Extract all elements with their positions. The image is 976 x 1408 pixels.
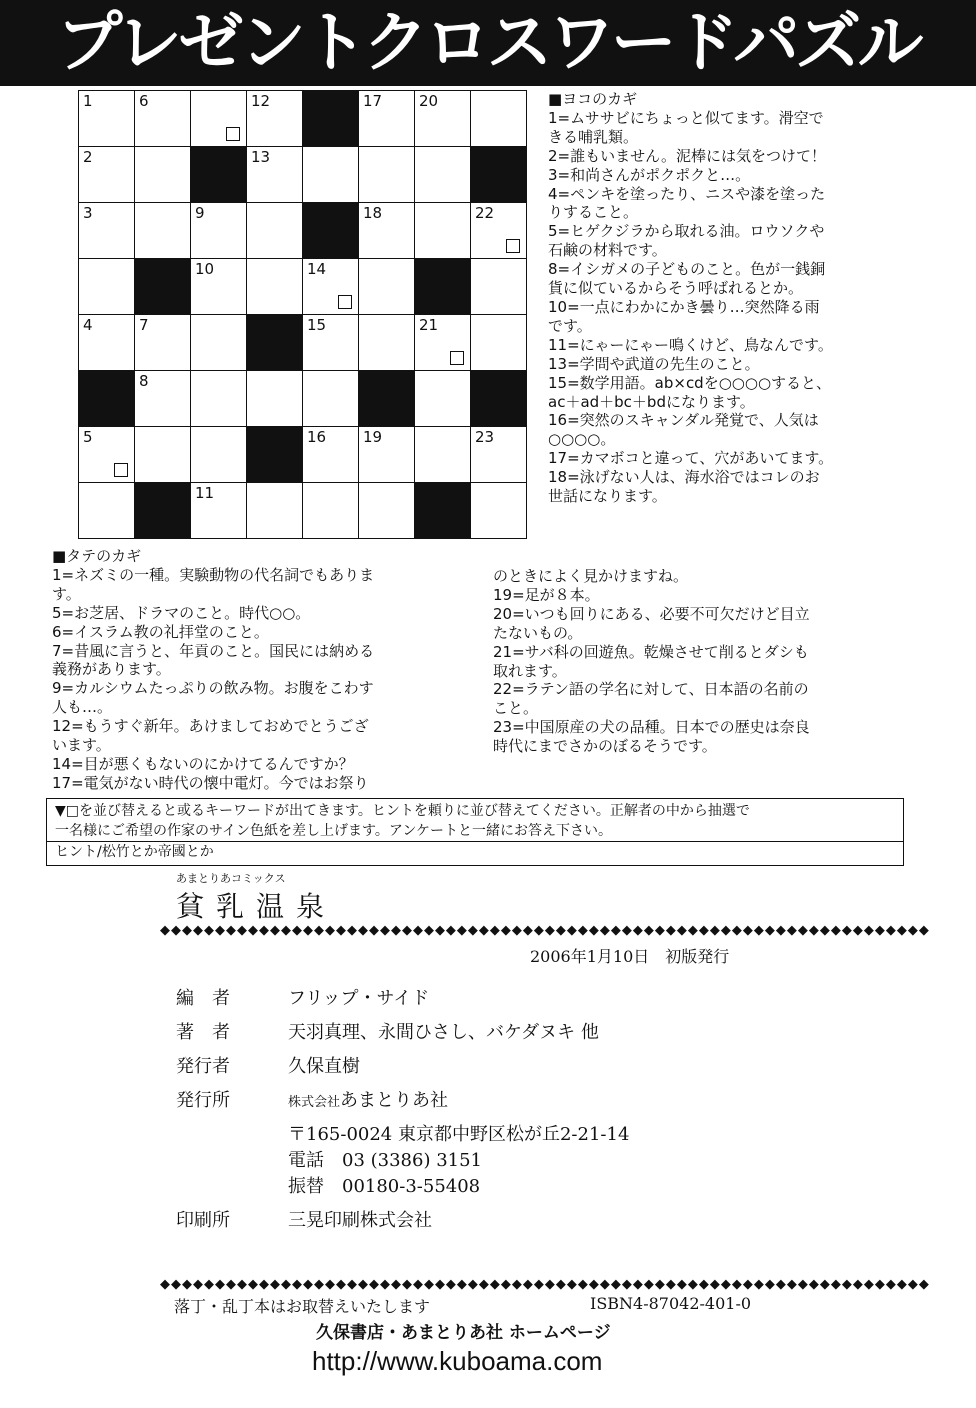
grid-cell[interactable] xyxy=(303,259,359,315)
cell-number: 14 xyxy=(307,260,327,278)
cell-number: 3 xyxy=(83,204,93,222)
notice-hint: ヒント/松竹とか帝國とか xyxy=(55,844,214,860)
notice-line: ▼□を並び替えると或るキーワードが出てきます。ヒントを頼りに並び替えてください。正解者の中から抽選で xyxy=(55,803,750,819)
down-clues-continued xyxy=(493,567,893,756)
grid-cell[interactable] xyxy=(247,91,303,147)
printer-label: 印刷所 xyxy=(176,1210,230,1231)
grid-cell[interactable] xyxy=(135,203,191,259)
grid-cell[interactable] xyxy=(247,371,303,427)
publisher-value xyxy=(288,1086,448,1112)
publisher-person-value: 久保直樹 xyxy=(288,1056,360,1077)
grid-cell[interactable] xyxy=(191,427,247,483)
clue-line: 世話になります。 xyxy=(548,487,667,506)
publisher-name: あまとりあ社 xyxy=(340,1090,449,1111)
publisher-phone: 電話 03 (3386) 3151 xyxy=(288,1150,483,1171)
publisher-label: 発行所 xyxy=(176,1090,230,1111)
page-banner: プレゼントクロスワードパズル xyxy=(0,0,976,86)
grid-cell[interactable] xyxy=(191,483,247,539)
grid-cell[interactable] xyxy=(79,315,135,371)
clue-line: 15=数学用語。ab×cdを○○○○すると、 xyxy=(548,373,832,392)
grid-cell[interactable] xyxy=(135,147,191,203)
clue-line: 10=一点にわかにかき曇り…突然降る雨 xyxy=(548,297,820,316)
grid-cell[interactable] xyxy=(79,203,135,259)
black-cell xyxy=(247,427,303,483)
grid-cell[interactable] xyxy=(303,371,359,427)
grid-cell[interactable] xyxy=(247,203,303,259)
cell-number: 10 xyxy=(195,260,215,278)
clue-line: 14=目が悪くもないのにかけてるんですか？ xyxy=(52,754,354,773)
grid-row xyxy=(79,147,527,203)
authors-label: 著 者 xyxy=(176,1022,230,1043)
clue-line: ac＋ad＋bc＋bdになります。 xyxy=(548,392,755,411)
grid-cell[interactable] xyxy=(359,203,415,259)
book-title: 貧乳温泉 xyxy=(176,890,337,923)
black-cell xyxy=(415,259,471,315)
dotted-divider: ◆◆◆◆◆◆◆◆◆◆◆◆◆◆◆◆◆◆◆◆◆◆◆◆◆◆◆◆◆◆◆◆◆◆◆◆◆◆◆◆◆◆◆◆◆◆◆◆◆◆◆◆◆◆◆◆◆◆◆◆◆◆◆◆◆◆◆◆◆◆ xyxy=(160,1277,930,1292)
cell-number: 1 xyxy=(83,92,93,110)
grid-row xyxy=(79,259,527,315)
clue-line: 16=突然のスキャンダル発覚で、人気は xyxy=(548,411,819,430)
grid-row xyxy=(79,371,527,427)
keyword-box xyxy=(114,463,128,477)
clue-line: 12=もうすぐ新年。あけましておめでとうござ xyxy=(52,717,369,736)
cell-number: 6 xyxy=(139,92,149,110)
cell-number: 19 xyxy=(363,428,383,446)
across-heading: ■ヨコのカギ xyxy=(548,90,638,108)
grid-cell[interactable] xyxy=(135,371,191,427)
cell-number: 12 xyxy=(251,92,271,110)
puzzle-notice xyxy=(46,798,904,866)
across-clues xyxy=(548,90,898,506)
grid-cell[interactable] xyxy=(247,147,303,203)
clue-line: 3=和尚さんがポクポクと…。 xyxy=(548,165,751,184)
printer-value: 三晃印刷株式会社 xyxy=(288,1210,432,1231)
editor-label: 編 者 xyxy=(176,988,230,1009)
down-clues xyxy=(52,547,462,793)
publisher-address: 〒165-0024 東京都中野区松が丘2-21-14 xyxy=(288,1124,630,1145)
clue-line: 1=ネズミの一種。実験動物の代名詞でもありま xyxy=(52,565,375,584)
clue-line: 20=いつも回りにある、必要不可欠だけど目立 xyxy=(493,604,810,623)
grid-cell[interactable] xyxy=(359,427,415,483)
clue-line: 時代にまでさかのぼるそうです。 xyxy=(493,737,717,756)
grid-cell[interactable] xyxy=(191,203,247,259)
black-cell xyxy=(247,315,303,371)
grid-cell[interactable] xyxy=(191,259,247,315)
grid-cell[interactable] xyxy=(191,371,247,427)
grid-row xyxy=(79,427,527,483)
grid-cell[interactable] xyxy=(191,315,247,371)
black-cell xyxy=(303,91,359,147)
homepage-label: 久保書店・あまとりあ社 ホームページ xyxy=(316,1323,611,1343)
grid-row xyxy=(79,91,527,147)
grid-cell[interactable] xyxy=(471,259,527,315)
cell-number: 11 xyxy=(195,484,215,502)
clue-line: 取れます。 xyxy=(493,661,567,680)
cell-number: 22 xyxy=(475,204,495,222)
cell-number: 7 xyxy=(139,316,149,334)
clue-line: 義務があります。 xyxy=(52,660,171,679)
black-cell xyxy=(191,147,247,203)
keyword-box xyxy=(338,295,352,309)
grid-cell[interactable] xyxy=(359,315,415,371)
authors-value: 天羽真理、永間ひさし、バケダヌキ 他 xyxy=(288,1022,599,1043)
clue-line: います。 xyxy=(52,736,111,755)
grid-cell[interactable] xyxy=(415,147,471,203)
cell-number: 13 xyxy=(251,148,271,166)
cell-number: 20 xyxy=(419,92,439,110)
grid-cell[interactable] xyxy=(415,315,471,371)
clue-line: 23=中国原産の犬の品種。日本での歴史は奈良 xyxy=(493,718,810,737)
grid-cell[interactable] xyxy=(471,427,527,483)
cell-number: 15 xyxy=(307,316,327,334)
grid-cell[interactable] xyxy=(471,315,527,371)
keyword-box xyxy=(450,351,464,365)
grid-cell[interactable] xyxy=(79,427,135,483)
grid-cell[interactable] xyxy=(303,483,359,539)
clue-line: です。 xyxy=(548,316,592,335)
cell-number: 5 xyxy=(83,428,93,446)
black-cell xyxy=(135,259,191,315)
clue-line: こと。 xyxy=(493,699,539,718)
grid-cell[interactable] xyxy=(359,259,415,315)
grid-cell[interactable] xyxy=(359,147,415,203)
keyword-box xyxy=(506,239,520,253)
clue-line: 9=カルシウムたっぷりの飲み物。お腹をこわす xyxy=(52,679,374,698)
grid-cell[interactable] xyxy=(303,315,359,371)
grid-cell[interactable] xyxy=(415,91,471,147)
grid-cell[interactable] xyxy=(79,91,135,147)
grid-cell[interactable] xyxy=(247,259,303,315)
clue-line: 石鹸の材料です。 xyxy=(548,241,667,260)
cell-number: 17 xyxy=(363,92,383,110)
grid-row xyxy=(79,203,527,259)
publish-date: 2006年1月10日 初版発行 xyxy=(530,947,730,966)
grid-cell[interactable] xyxy=(471,203,527,259)
editor-value: フリップ・サイド xyxy=(288,988,430,1009)
grid-cell[interactable] xyxy=(247,483,303,539)
cell-number: 2 xyxy=(83,148,93,166)
clue-line: 19=足が８本。 xyxy=(493,585,600,604)
publisher-person-label: 発行者 xyxy=(176,1056,230,1077)
clue-line: 13=学問や武道の先生のこと。 xyxy=(548,354,760,373)
cell-number: 9 xyxy=(195,204,205,222)
black-cell xyxy=(303,203,359,259)
clue-line: 21=サバ科の回遊魚。乾燥させて削るとダシも xyxy=(493,642,809,661)
clue-line: 6=イスラム教の礼拝堂のこと。 xyxy=(52,622,269,641)
clue-line: 17=電気がない時代の懐中電灯。今ではお祭り xyxy=(52,773,369,792)
grid-row xyxy=(79,315,527,371)
clue-line: 17=カマボコと違って、穴があいてます。 xyxy=(548,449,834,468)
black-cell xyxy=(359,371,415,427)
grid-cell[interactable] xyxy=(471,91,527,147)
grid-cell[interactable] xyxy=(415,203,471,259)
clue-line: たないもの。 xyxy=(493,623,583,642)
black-cell xyxy=(79,371,135,427)
grid-cell[interactable] xyxy=(135,91,191,147)
cell-number: 18 xyxy=(363,204,383,222)
cell-number: 4 xyxy=(83,316,93,334)
keyword-box xyxy=(226,127,240,141)
notice-line: 一名様にご希望の作家のサイン色紙を差し上げます。アンケートと一緒にお答え下さい。 xyxy=(55,823,613,839)
clue-line: りすること。 xyxy=(548,203,639,222)
isbn: ISBN4-87042-401-0 xyxy=(590,1294,752,1313)
clue-line: 人も…。 xyxy=(52,698,113,717)
publisher-transfer: 振替 00180-3-55408 xyxy=(288,1176,481,1197)
down-heading: ■タテのカギ xyxy=(52,547,142,565)
grid-row xyxy=(79,483,527,539)
clue-line: 貨に似ているからそう呼ばれるとか。 xyxy=(548,279,804,298)
replacement-notice: 落丁・乱丁本はお取替えいたします xyxy=(174,1297,431,1316)
black-cell xyxy=(471,371,527,427)
cell-number: 8 xyxy=(139,372,149,390)
cell-number: 21 xyxy=(419,316,439,334)
grid-cell[interactable] xyxy=(79,147,135,203)
grid-cell[interactable] xyxy=(471,483,527,539)
clue-line: のときによく見かけますね。 xyxy=(493,567,689,585)
clue-line: ○○○○。 xyxy=(548,430,616,449)
grid-cell[interactable] xyxy=(135,315,191,371)
clue-line: す。 xyxy=(52,584,81,603)
grid-cell[interactable] xyxy=(303,147,359,203)
grid-cell[interactable] xyxy=(303,427,359,483)
cell-number: 16 xyxy=(307,428,327,446)
clue-line: 5=ヒゲクジラから取れる油。ロウソクや xyxy=(548,222,825,241)
clue-line: 11=にゃーにゃー鳴くけど、鳥なんです。 xyxy=(548,335,833,354)
black-cell xyxy=(471,147,527,203)
clue-line: 1=ムササビにちょっと似てます。滑空で xyxy=(548,108,824,127)
cell-number: 23 xyxy=(475,428,495,446)
clue-line: 8=イシガメの子どものこと。色が一銭銅 xyxy=(548,260,826,279)
black-cell xyxy=(415,483,471,539)
grid-cell[interactable] xyxy=(135,427,191,483)
clue-line: 22=ラテン語の学名に対して、日本語の名前の xyxy=(493,680,809,699)
homepage-url[interactable]: http://www.kuboama.com xyxy=(312,1346,603,1376)
clue-line: 18=泳げない人は、海水浴ではコレのお xyxy=(548,468,820,487)
publisher-prefix: 株式会社 xyxy=(288,1095,341,1110)
dotted-divider: ◆◆◆◆◆◆◆◆◆◆◆◆◆◆◆◆◆◆◆◆◆◆◆◆◆◆◆◆◆◆◆◆◆◆◆◆◆◆◆◆◆◆◆◆◆◆◆◆◆◆◆◆◆◆◆◆◆◆◆◆◆◆◆◆◆◆◆◆◆◆ xyxy=(160,923,930,938)
grid-cell[interactable] xyxy=(359,91,415,147)
grid-cell[interactable] xyxy=(415,427,471,483)
grid-cell[interactable] xyxy=(191,91,247,147)
series-name: あまとりあコミックス xyxy=(176,872,286,885)
clue-line: 4=ペンキを塗ったり、ニスや漆を塗った xyxy=(548,184,826,203)
clue-line: きる哺乳類。 xyxy=(548,127,639,146)
clue-line: 2=誰もいません。泥棒には気をつけて！ xyxy=(548,146,827,165)
grid-cell[interactable] xyxy=(359,483,415,539)
grid-cell[interactable] xyxy=(415,371,471,427)
grid-cell[interactable] xyxy=(79,259,135,315)
black-cell xyxy=(135,483,191,539)
crossword-grid xyxy=(78,90,527,539)
clue-line: 7=昔風に言うと、年貢のこと。国民には納める xyxy=(52,641,375,660)
grid-cell[interactable] xyxy=(79,483,135,539)
clue-line: 5=お芝居、ドラマのこと。時代○○。 xyxy=(52,603,311,622)
